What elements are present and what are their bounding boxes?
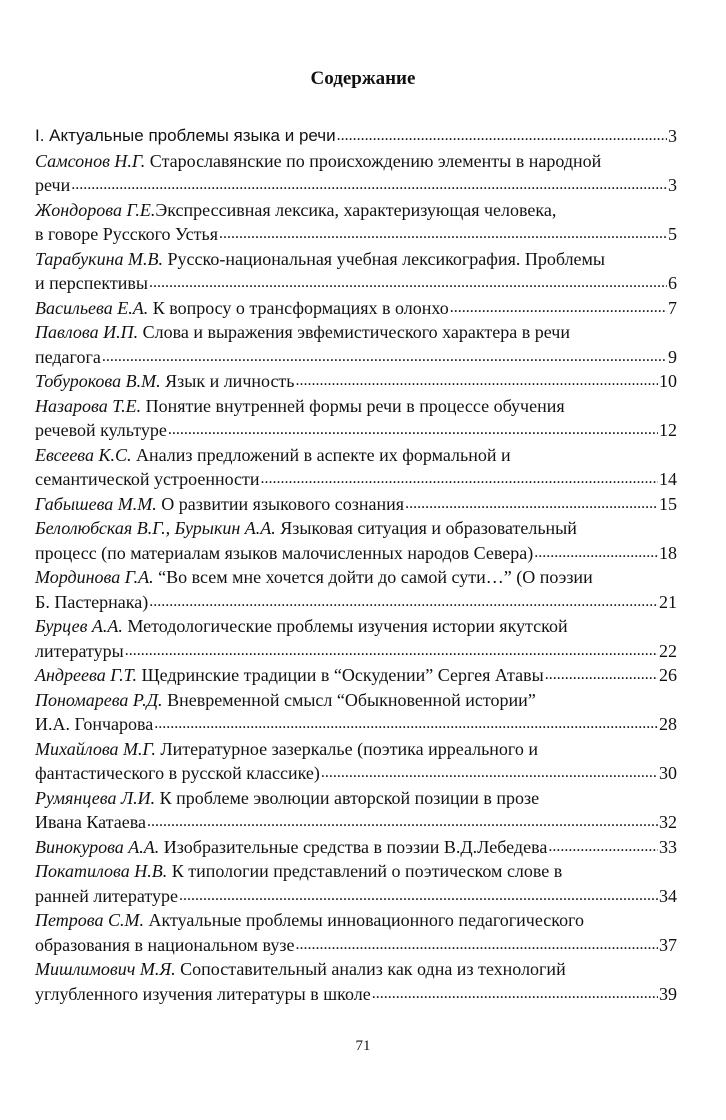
toc-entry-author: Михайлова М.Г. xyxy=(35,738,156,759)
toc-entry xyxy=(35,149,677,198)
toc-entry-line xyxy=(35,198,677,223)
toc-entry-text-continued: речи xyxy=(35,175,71,195)
toc-entry-title xyxy=(35,369,295,394)
toc-entry-line xyxy=(35,492,677,517)
toc-entry-page: 10 xyxy=(659,371,677,391)
toc-entry-text: Сопоставительный анализ как одна из технологий xyxy=(175,959,566,979)
toc-entry-page: 18 xyxy=(659,542,677,563)
toc-entry-line xyxy=(35,222,677,247)
toc-entry-text-continued: речевой культуре xyxy=(35,420,167,440)
toc-entry-line xyxy=(35,173,677,198)
toc-entry-text: К типологии представлений о поэтическом слове в xyxy=(167,861,563,881)
toc-entry-title xyxy=(35,296,449,321)
toc-entry-author: Бурцев А.А. xyxy=(35,616,123,636)
toc-entry-title xyxy=(35,786,539,811)
dot-leader xyxy=(548,835,658,860)
toc-entry xyxy=(35,394,677,443)
toc-entry-line xyxy=(35,149,677,174)
toc-entry-page: 26 xyxy=(659,665,677,685)
toc-entry-author: Васильева Е.А. xyxy=(35,297,149,318)
dot-leader xyxy=(219,222,667,247)
toc-entry-text: К проблеме эволюции авторской позиции в прозе xyxy=(155,787,540,808)
dot-leader xyxy=(372,982,658,1007)
toc-entry-author: Назарова Т.Е. xyxy=(35,395,142,416)
toc-entry xyxy=(35,320,677,369)
toc-entry-text-continued: семантической устроенности xyxy=(35,469,260,489)
toc-entry-text-continued: ранней литературе xyxy=(35,885,178,906)
toc-entry xyxy=(35,492,677,517)
dot-leader xyxy=(321,761,658,786)
toc-entry-author: Петрова С.М. xyxy=(35,910,144,930)
toc-entry-author: Тарабукина М.В. xyxy=(35,248,164,269)
toc-entry-page: 22 xyxy=(659,640,677,661)
toc-entry-page: 39 xyxy=(659,983,677,1004)
toc-entry-line xyxy=(35,541,677,566)
toc-entry-line xyxy=(35,443,677,468)
toc-entry-text-continued: в говоре Русского Устья xyxy=(35,224,218,244)
toc-entry-title xyxy=(35,149,601,174)
toc-entry-line xyxy=(35,859,677,884)
table-of-contents xyxy=(35,124,677,1006)
toc-entry-page: 5 xyxy=(668,224,677,244)
toc-entry-text: Языковая ситуация и образовательный xyxy=(275,518,577,538)
toc-entry-line xyxy=(35,320,677,345)
toc-entry-author: Андреева Г.Т. xyxy=(35,665,137,685)
toc-entry-page: 14 xyxy=(659,469,677,489)
toc-entry-line xyxy=(35,614,677,639)
toc-entry-line xyxy=(35,247,677,272)
toc-entry xyxy=(35,124,677,149)
toc-entry-line xyxy=(35,737,677,762)
toc-entry-line xyxy=(35,810,677,835)
toc-entry xyxy=(35,516,677,565)
dot-leader xyxy=(168,418,658,443)
page-title: Содержание xyxy=(310,68,416,89)
toc-entry-text-continued: фантастического в русской классике) xyxy=(35,763,320,783)
toc-entry-line xyxy=(35,688,677,713)
toc-entry-text-continued: Б. Пастернака) xyxy=(35,591,149,612)
toc-entry-title xyxy=(35,124,336,149)
toc-entry-text-continued: И.А. Гончарова xyxy=(35,714,154,734)
toc-entry-line xyxy=(35,761,677,786)
toc-entry-page: 30 xyxy=(659,763,677,783)
toc-entry-line xyxy=(35,639,677,664)
toc-entry-text: Изобразительные средства в поэзии В.Д.Лебедева xyxy=(159,836,548,857)
toc-entry-text-continued: процесс (по материалам языков малочисленных народов Севера) xyxy=(35,542,534,563)
toc-entry-text-continued: образования в национальном вузе xyxy=(35,934,295,955)
toc-entry-text: Понятие внутренней формы речи в процессе обучения xyxy=(141,395,565,416)
toc-entry-title xyxy=(35,198,556,223)
dot-leader xyxy=(405,492,658,517)
toc-entry-text-continued: литературы xyxy=(35,640,124,661)
toc-entry-page: 21 xyxy=(659,591,677,612)
dot-leader xyxy=(545,663,658,688)
toc-entry-title xyxy=(35,516,577,541)
toc-entry-text: “Во всем мне хочется дойти до самой сути…” (О поэзии xyxy=(153,567,593,587)
dot-leader xyxy=(337,124,667,149)
toc-entry-title xyxy=(35,320,570,345)
toc-entry-page: 28 xyxy=(659,714,677,734)
toc-entry xyxy=(35,859,677,908)
toc-entry xyxy=(35,614,677,663)
toc-entry-author: Павлова И.П. xyxy=(35,322,139,342)
dot-leader xyxy=(295,933,658,958)
toc-entry xyxy=(35,786,677,835)
dot-leader xyxy=(154,712,658,737)
toc-entry-author: Евсеева К.С. xyxy=(35,444,132,465)
toc-entry xyxy=(35,835,677,860)
toc-entry-text: Анализ предложений в аспекте их формальной и xyxy=(131,444,511,465)
toc-entry-author: Белолюбская В.Г., Бурыкин А.А. xyxy=(35,518,276,538)
toc-entry-author: Румянцева Л.И. xyxy=(35,787,156,808)
toc-entry-author: Покатилова Н.В. xyxy=(35,861,168,881)
toc-entry-text: Язык и личность xyxy=(160,371,295,391)
toc-entry-page: 3 xyxy=(668,126,677,146)
toc-entry-text: Методологические проблемы изучения истории якутской xyxy=(122,616,568,636)
toc-entry-text: Слова и выражения эвфемистического характера в речи xyxy=(138,322,570,342)
toc-entry-line xyxy=(35,908,677,933)
toc-entry-title xyxy=(35,835,547,860)
toc-entry-title xyxy=(35,908,584,933)
toc-entry-text: Щедринские традиции в “Оскудении” Сергея Атавы xyxy=(136,665,544,685)
toc-entry-title xyxy=(35,247,605,272)
toc-entry-line xyxy=(35,345,677,370)
toc-entry-text: О развитии языкового сознания xyxy=(156,493,405,514)
toc-entry-author: Винокурова А.А. xyxy=(35,836,160,857)
toc-entry-page: 15 xyxy=(659,493,677,514)
toc-entry xyxy=(35,198,677,247)
toc-entry-text-continued: углубленного изучения литературы в школе xyxy=(35,983,371,1004)
toc-entry-line xyxy=(35,124,677,149)
toc-entry-author: Тобурокова В.М. xyxy=(35,371,161,391)
toc-entry-page: 32 xyxy=(659,812,677,832)
toc-entry-page: 7 xyxy=(668,297,677,318)
toc-entry-line xyxy=(35,296,677,321)
toc-entry-text: Экспрессивная лексика, характеризующая человека, xyxy=(155,199,557,220)
toc-entry xyxy=(35,908,677,957)
toc-entry-text: Литературное зазеркалье (поэтика ирреального и xyxy=(155,738,538,759)
toc-entry-author: Пономарева Р.Д. xyxy=(35,689,163,710)
toc-entry-text-continued: педагога xyxy=(35,346,101,367)
toc-entry xyxy=(35,369,677,394)
toc-entry-title xyxy=(35,443,511,468)
toc-entry-text-continued: и перспективы xyxy=(35,273,148,293)
dot-leader xyxy=(261,467,658,492)
toc-entry-text: Старославянские по происхождению элементы в народной xyxy=(145,150,602,171)
toc-entry-author: Самсонов Н.Г. xyxy=(35,150,146,171)
toc-entry xyxy=(35,957,677,1006)
toc-entry-title xyxy=(35,663,544,688)
toc-entry xyxy=(35,443,677,492)
toc-entry-line xyxy=(35,835,677,860)
toc-entry xyxy=(35,247,677,296)
toc-entry-title xyxy=(35,957,566,982)
toc-entry xyxy=(35,737,677,786)
toc-entry-title xyxy=(35,859,562,884)
toc-entry-title xyxy=(35,394,565,419)
toc-entry-line xyxy=(35,418,677,443)
toc-entry-line xyxy=(35,590,677,615)
toc-entry-author: Мишлимович М.Я. xyxy=(35,959,176,979)
toc-entry-line xyxy=(35,786,677,811)
dot-leader xyxy=(125,639,658,664)
toc-entry-line xyxy=(35,516,677,541)
dot-leader xyxy=(179,884,658,909)
toc-entry-title xyxy=(35,614,568,639)
toc-entry-line xyxy=(35,394,677,419)
dot-leader xyxy=(149,590,658,615)
toc-entry-author: Мординова Г.А. xyxy=(35,567,154,587)
toc-entry-line xyxy=(35,933,677,958)
toc-entry xyxy=(35,565,677,614)
toc-entry-text: Вневременной смысл “Обыкновенной истории” xyxy=(162,689,536,710)
dot-leader xyxy=(71,173,667,198)
dot-leader xyxy=(147,810,658,835)
toc-entry-line xyxy=(35,884,677,909)
dot-leader xyxy=(102,345,667,370)
toc-entry-line xyxy=(35,565,677,590)
dot-leader xyxy=(149,271,667,296)
toc-entry-line xyxy=(35,369,677,394)
toc-entry-line xyxy=(35,271,677,296)
toc-entry xyxy=(35,663,677,688)
toc-entry-title xyxy=(35,565,593,590)
dot-leader xyxy=(534,541,658,566)
toc-entry-line xyxy=(35,982,677,1007)
toc-entry-page: 9 xyxy=(668,346,677,367)
toc-entry-author: Габышева М.М. xyxy=(35,493,157,514)
toc-entry-page: 12 xyxy=(659,420,677,440)
toc-entry-page: 34 xyxy=(659,885,677,906)
toc-entry-page: 3 xyxy=(668,175,677,195)
toc-entry-text: I. Актуальные проблемы языка и речи xyxy=(35,126,336,145)
toc-entry-line xyxy=(35,467,677,492)
toc-entry xyxy=(35,688,677,737)
toc-entry-page: 33 xyxy=(659,836,677,857)
toc-entry-line xyxy=(35,663,677,688)
toc-entry-text-continued: Ивана Катаева xyxy=(35,812,146,832)
toc-entry-author: Жондорова Г.Е. xyxy=(35,199,156,220)
toc-entry-page: 6 xyxy=(668,273,677,293)
toc-entry-title xyxy=(35,737,538,762)
toc-entry-line xyxy=(35,712,677,737)
toc-entry-text: Русско-национальная учебная лексикография. Проблемы xyxy=(163,248,606,269)
toc-entry-title xyxy=(35,492,404,517)
dot-leader xyxy=(450,296,667,321)
toc-entry-text: Актуальные проблемы инновационного педагогического xyxy=(143,910,585,930)
toc-entry xyxy=(35,296,677,321)
toc-entry-title xyxy=(35,688,536,713)
toc-entry-page: 37 xyxy=(659,934,677,955)
toc-entry-text: К вопросу о трансформациях в олонхо xyxy=(148,297,449,318)
dot-leader xyxy=(296,369,658,394)
page-number: 71 xyxy=(355,1038,371,1054)
toc-entry-line xyxy=(35,957,677,982)
